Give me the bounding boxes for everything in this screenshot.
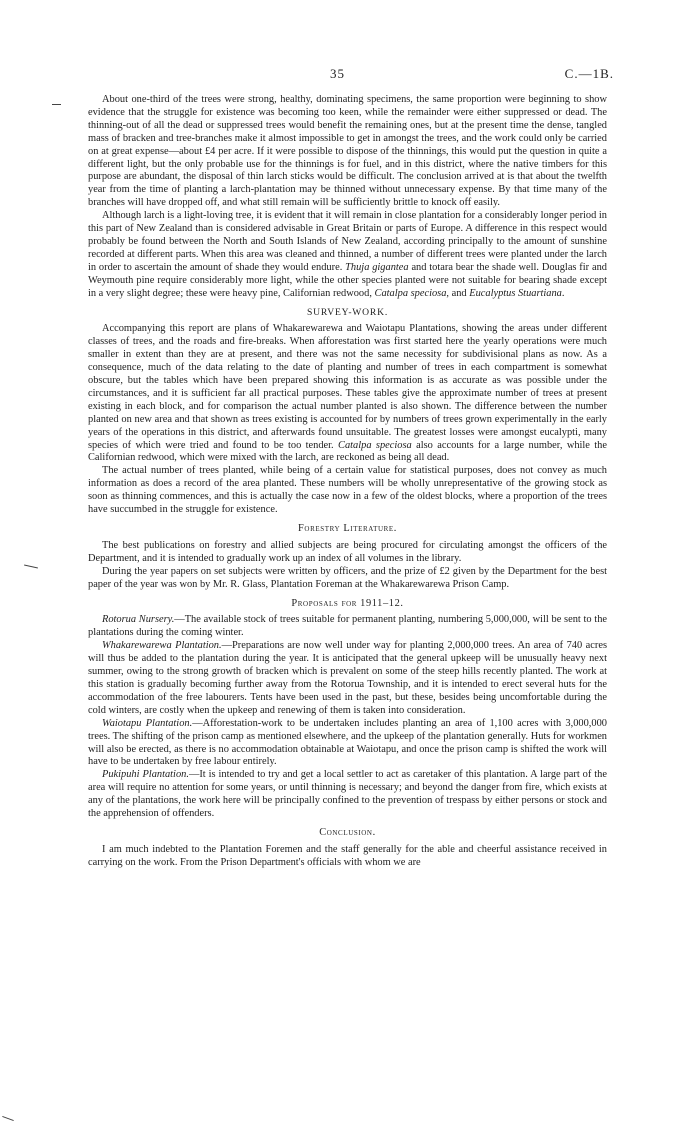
paragraph: Whakarewarewa Plantation.—Preparations are now well under way for planting 2,000,000 trees. An area of 740 acres will thus be added to the plantation during the year. It is anticipated that the general upkeep will be unusually heavy next summer, owing to the strong growth of bracken which is prevalent on some of the steep hills recently planted. The work at this station is gradually becoming further away from the Rotorua Township, and it is intended to erect several huts for the accommodation of the free labourers. Tents have been used in the past, but these, besides being uncomfortable during the cold winters, are costly when the upkeep and renewing of them is taken into consideration. [88,640,607,716]
margin-mark [2,1116,14,1121]
paragraph: I am much indebted to the Plantation Foremen and the staff generally for the able and cheerful assistance received in carrying on the work. From the Prison Department's officials with whom we are [88,843,607,868]
section-heading: Conclusion. [319,826,376,838]
species-name: Catalpa speciosa [374,287,447,299]
page-number: 35 [330,66,345,81]
paragraph: Waiotapu Plantation.—Afforestation-work to be undertaken includes planting an area of 1,100 acres with 3,000,000 trees. The shifting of the prison camp as mentioned elsewhere, and the upkeep of the plantation generally. Huts for workmen will also be erected, as there is no accommodation obtainable at Waiotapu, and once the prison camp is shifted the work will have to be undertaken by free labour entirely. [88,717,607,768]
subheading: Whakarewarewa Plantation. [102,640,222,652]
paragraph: The actual number of trees planted, while being of a certain value for statistical purposes, does not convey as much information as does a record of the area planted. These numbers will be wholly unrepresentative of the growing stock as soon as thinning commences, and this is actually the case now in a few of the oldest blocks, where a proportion of the trees have succumbed in the struggle for existence. [88,465,607,516]
species-name: Catalpa speciosa [338,439,412,451]
paragraph: Accompanying this report are plans of Whakarewarewa and Waiotapu Plantations, showing the areas under different classes of trees, and the roads and fire-breaks. When afforestation was first started here the yearly operations were much smaller in extent than they are at present, and there was not the same necessity for subdivisional plans as now. As a consequence, much of the data relating to the date of planting and number of trees in each compartment is somewhat obscure, but the tables which have been prepared showing this information is as accurate as was possible under the circumstances, and it is sufficient far all practical purposes. These tables give the approximate number of trees at present existing in each block, and for comparison the actual number planted is also shown. The difference between the number planted on new area and that shown as trees existing is accounted for by numbers of trees grown experimentally in the early years of the operations in this district, and afterwards found unsuitable. The greatest losses were amongst eucalypti, many species of which were tried and found to be too tender. Catalpa speciosa also accounts for a large number, while the Californian redwood, which were mixed with the larch, are reckoned as being all dead. [88,323,607,464]
section-heading: Proposals for 1911–12. [291,597,404,609]
paragraph: Rotorua Nursery.—The available stock of trees suitable for permanent planting, numbering 5,000,000, will be sent to the plantations during the coming winter. [88,614,607,639]
paragraph: The best publications on forestry and allied subjects are being procured for circulating amongst the officers of the Department, and it is intended to gradually work up an index of all volumes in the library. [88,539,607,564]
body-text [88,94,607,870]
paragraph: Although larch is a light-loving tree, it is evident that it will remain in close plantation for a considerably longer period in this part of New Zealand than is considered advisable in Great Britain or parts of Europe. A difference in this respect would probably be found between the North and South Islands of New Zealand, according principally to the amount of sunshine recorded at different parts. When this area was cleaned and thinned, a number of different trees were planted under the larch in order to ascertain the amount of shade they would endure. Thuja gigantea and totara bear the shade well. Douglas fir and Weymouth pine require considerably more light, while the other species planted were not suitable for bearing shade except in a very slight degree; these were heavy pine, Californian redwood, Catalpa speciosa, and Eucalyptus Stuartiana. [88,210,607,299]
paragraph: Pukipuhi Plantation.—It is intended to try and get a local settler to act as caretaker of this plantation. A large part of the area will require no attention for some years, or until thinning is necessary; and beyond the danger from fire, which exists at any of the plantations, the work here will be principally confined to the prevention of trespass by either persons or stock and the apprehension of offenders. [88,769,607,820]
species-name: Thuja gigantea [345,261,409,273]
margin-mark [24,565,38,569]
species-name: Eucalyptus Stuartiana [469,287,562,299]
section-heading: SURVEY-WORK. [306,306,389,318]
page-header [0,66,700,82]
subheading: Pukipuhi Plantation. [102,769,189,781]
subheading: Waiotapu Plantation. [102,717,193,729]
paragraph: About one-third of the trees were strong, healthy, dominating specimens, the same proportion were beginning to show evidence that the struggle for existence was becoming too keen, while the remainder were either suppressed or dead. The thinning-out of all the dead or suppressed trees would benefit the remaining ones, but at the present time the dense, tangled mass of bracken and tree-branches make it almost impossible to get in amongst the trees, and the work could only be carried on at great expense—about £4 per acre. If it were possible to dispose of the thinnings, this would put the question in quite a different light, but the only probable use for the thinnings is for fuel, and in this district, where the native timbers for this purpose are abundant, the disposal of thin larch sticks would be difficult. The conclusion arrived at is that about the twelfth year from the time of planting a larch-plantation may be thinned without unnecessary expense. By that time many of the branches will have dropped off, and what still remain will be sufficiently brittle to knock off easily. [88,94,607,209]
subheading: Rotorua Nursery. [102,614,175,626]
margin-mark [52,104,61,105]
paragraph: During the year papers on set subjects were written by officers, and the prize of £2 given by the Department for the best paper of the year was won by Mr. R. Glass, Plantation Foreman at the Whakarewarewa Prison Camp. [88,565,607,590]
document-reference: C.—1B. [564,66,614,81]
section-heading: Forestry Literature. [298,523,397,534]
